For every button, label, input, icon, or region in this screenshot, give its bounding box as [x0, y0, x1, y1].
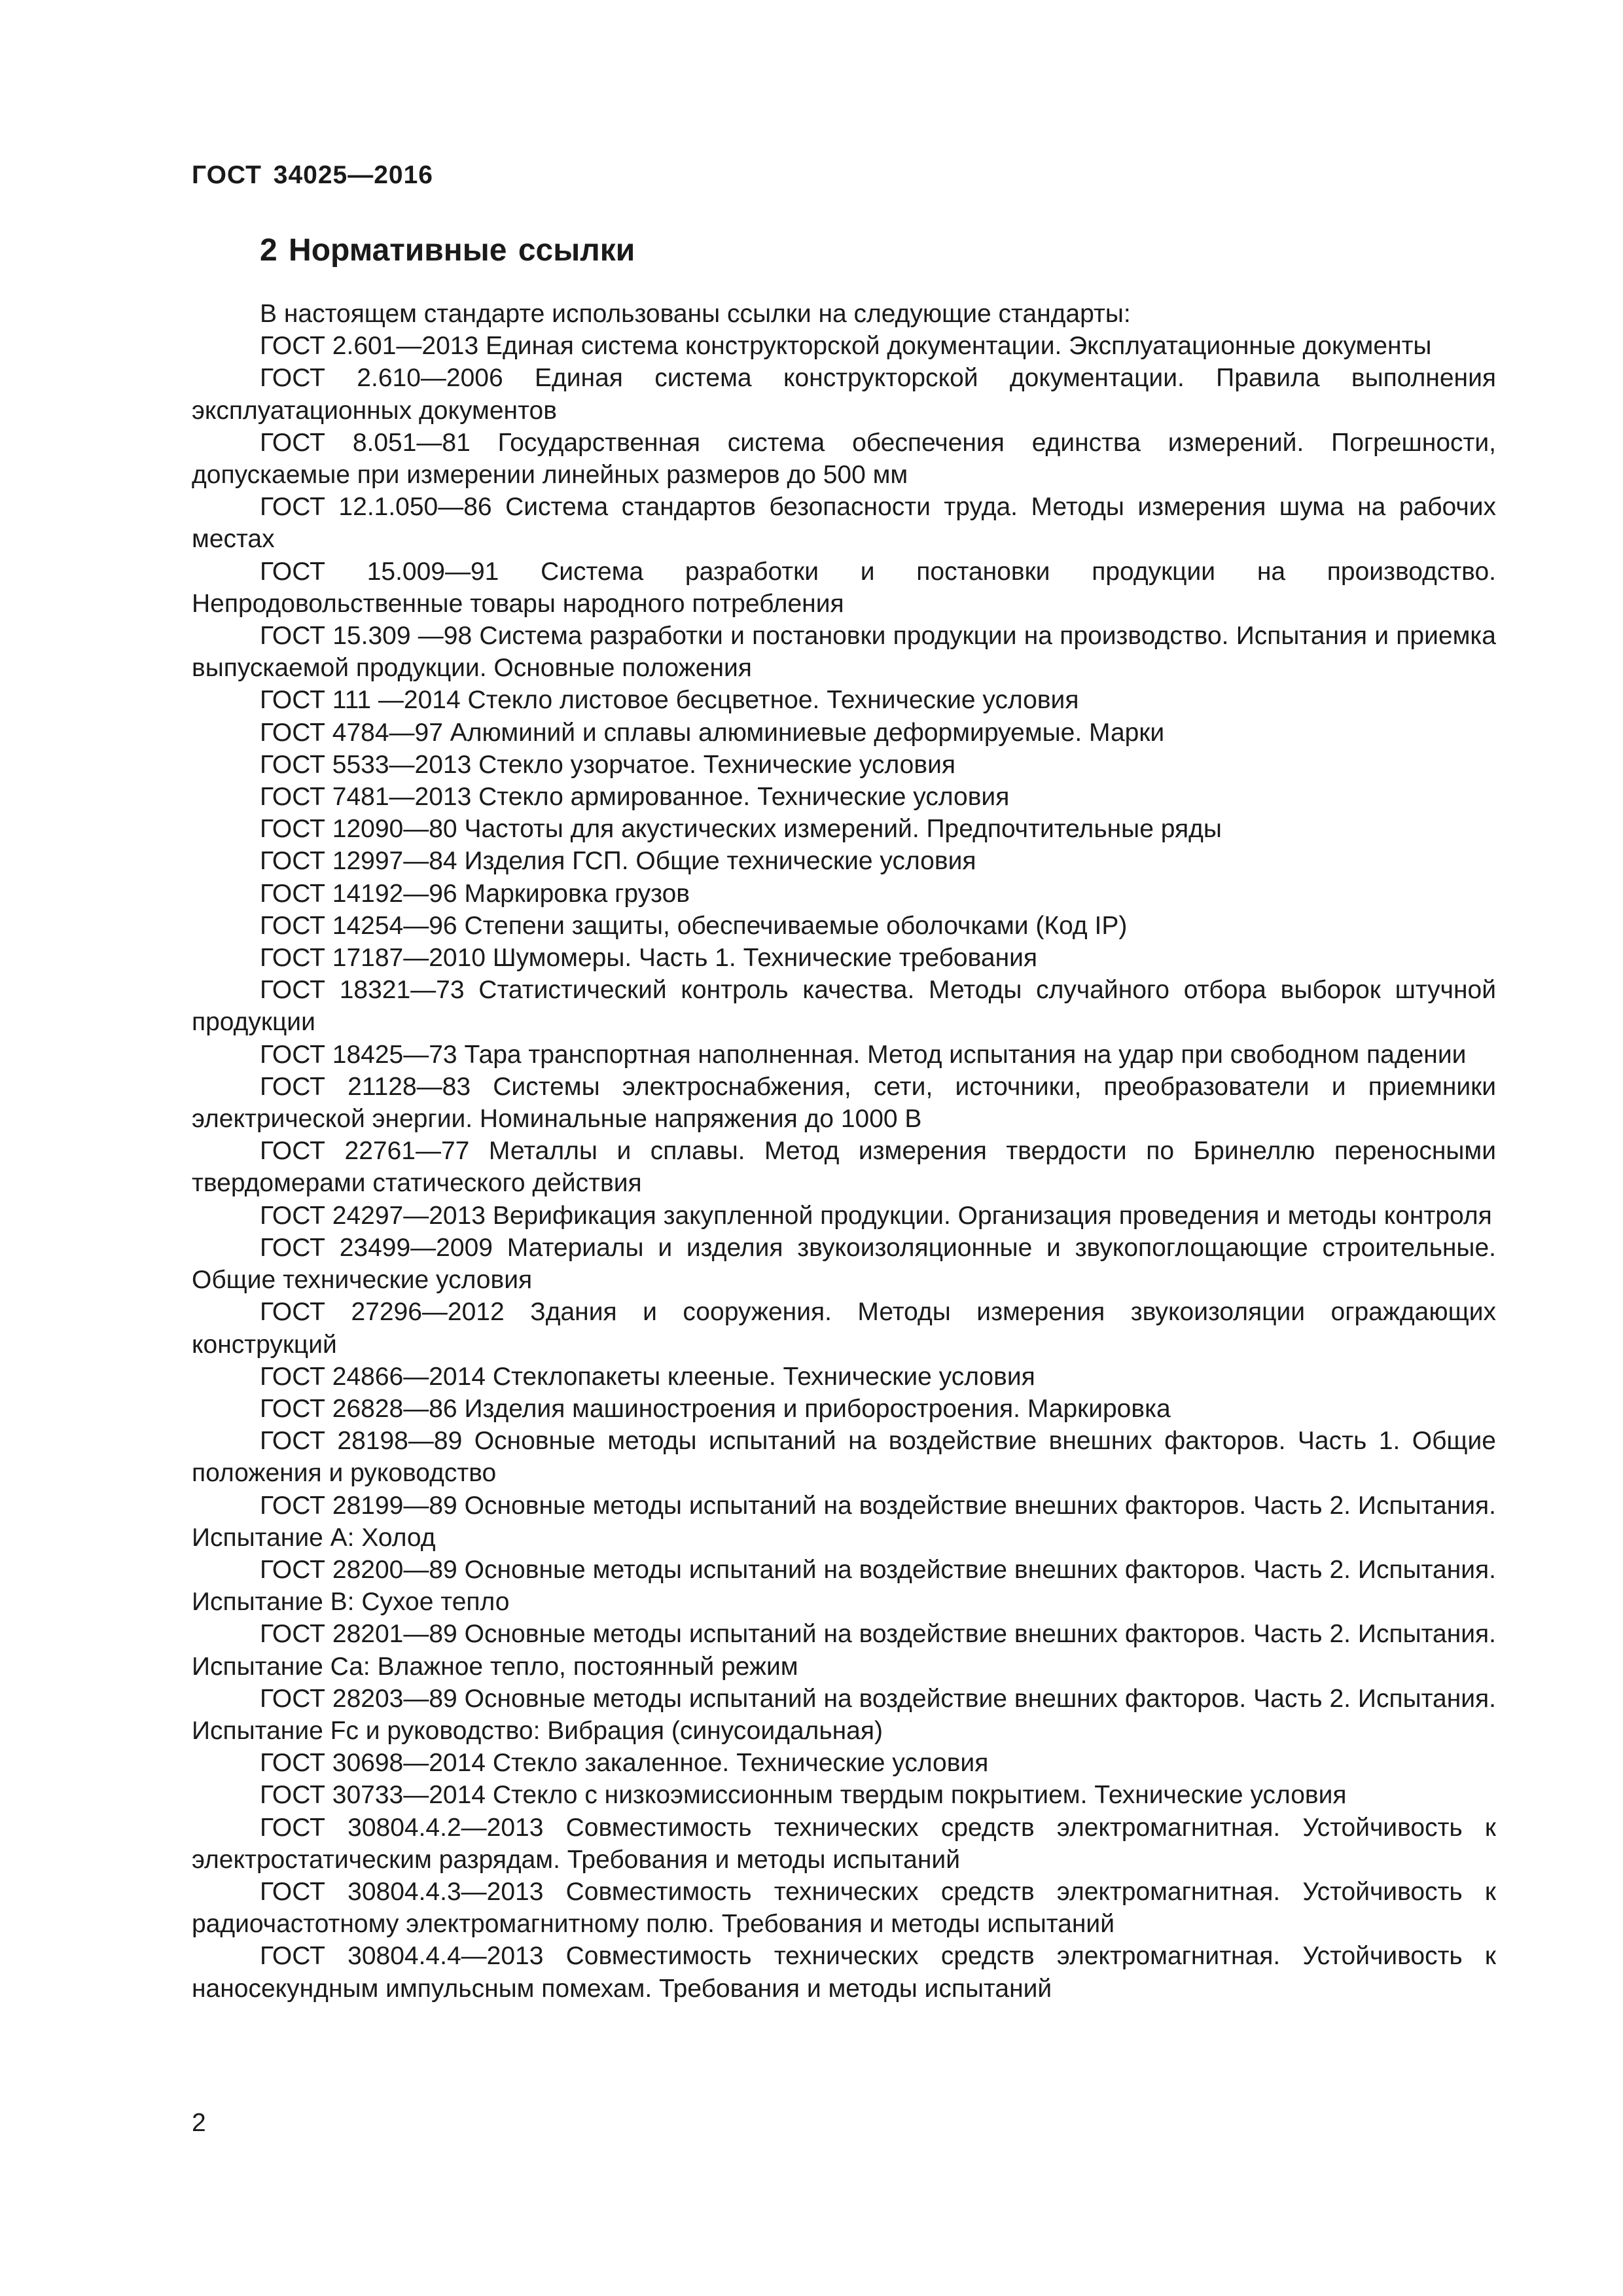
section-title: 2 Нормативные ссылки: [260, 233, 635, 268]
reference-item: ГОСТ 4784—97 Алюминий и сплавы алюминиевые деформируемые. Марки: [260, 718, 1165, 747]
intro-paragraph: В настоящем стандарте использованы ссылки на следующие стандарты:: [260, 300, 1131, 328]
reference-item: ГОСТ 2.610—2006 Единая система конструкторской документации. Правила выполнения эксплуатационных документов: [192, 364, 1496, 425]
reference-item: ГОСТ 24297—2013 Верификация закупленной продукции. Организация проведения и методы контроля: [260, 1201, 1492, 1230]
section-body: [192, 298, 1496, 2005]
reference-item: ГОСТ 30698—2014 Стекло закаленное. Технические условия: [260, 1749, 989, 1778]
reference-item: ГОСТ 15.309 —98 Система разработки и постановки продукции на производство. Испытания и приемка выпускаемой продукции. Основные положения: [192, 622, 1496, 683]
document-header: ГОСТ 34025—2016: [192, 161, 433, 189]
reference-item: ГОСТ 28198—89 Основные методы испытаний на воздействие внешних факторов. Часть 1. Общие положения и руководство: [192, 1427, 1496, 1488]
reference-item: ГОСТ 28200—89 Основные методы испытаний на воздействие внешних факторов. Часть 2. Испытания. Испытание В: Сухое тепло: [192, 1555, 1496, 1617]
reference-item: ГОСТ 28203—89 Основные методы испытаний на воздействие внешних факторов. Часть 2. Испытания. Испытание Fc и руководство: Вибрация (синусоидальная): [192, 1684, 1496, 1745]
reference-item: ГОСТ 17187—2010 Шумомеры. Часть 1. Технические требования: [260, 944, 1038, 973]
reference-item: ГОСТ 28201—89 Основные методы испытаний на воздействие внешних факторов. Часть 2. Испытания. Испытание Са: Влажное тепло, постоянный режим: [192, 1620, 1496, 1681]
reference-item: ГОСТ 30733—2014 Стекло с низкоэмиссионным твердым покрытием. Технические условия: [260, 1781, 1347, 1810]
reference-item: ГОСТ 30804.4.3—2013 Совместимость технических средств электромагнитная. Устойчивость к радиочастотному электромагнитному полю. Требования и методы испытаний: [192, 1877, 1496, 1939]
reference-item: ГОСТ 12997—84 Изделия ГСП. Общие технические условия: [260, 847, 976, 876]
reference-item: ГОСТ 30804.4.2—2013 Совместимость технических средств электромагнитная. Устойчивость к электростатическим разрядам. Требования и методы испытаний: [192, 1813, 1496, 1874]
reference-item: ГОСТ 28199—89 Основные методы испытаний на воздействие внешних факторов. Часть 2. Испытания. Испытание А: Холод: [192, 1491, 1496, 1552]
reference-item: ГОСТ 22761—77 Металлы и сплавы. Метод измерения твердости по Бринеллю переносными твердомерами статического действия: [192, 1137, 1496, 1198]
reference-item: ГОСТ 14254—96 Степени защиты, обеспечиваемые оболочками (Код IP): [260, 911, 1128, 940]
reference-item: ГОСТ 7481—2013 Стекло армированное. Технические условия: [260, 783, 1010, 812]
reference-item: ГОСТ 18425—73 Тара транспортная наполненная. Метод испытания на удар при свободном падении: [260, 1040, 1467, 1069]
reference-item: ГОСТ 111 —2014 Стекло листовое бесцветное. Технические условия: [260, 686, 1079, 715]
reference-item: ГОСТ 21128—83 Системы электроснабжения, сети, источники, преобразователи и приемники электрической энергии. Номинальные напряжения до 1000 В: [192, 1072, 1496, 1134]
reference-item: ГОСТ 2.601—2013 Единая система конструкторской документации. Эксплуатационные документы: [260, 332, 1432, 361]
reference-item: ГОСТ 24866—2014 Стеклопакеты клееные. Технические условия: [260, 1362, 1035, 1391]
reference-item: ГОСТ 30804.4.4—2013 Совместимость технических средств электромагнитная. Устойчивость к наносекундным импульсным помехам. Требования и методы испытаний: [192, 1942, 1496, 2003]
reference-item: ГОСТ 14192—96 Маркировка грузов: [260, 879, 690, 908]
reference-item: ГОСТ 5533—2013 Стекло узорчатое. Технические условия: [260, 750, 955, 779]
reference-item: ГОСТ 23499—2009 Материалы и изделия звукоизоляционные и звукопоглощающие строительные. Общие технические условия: [192, 1233, 1496, 1295]
reference-item: ГОСТ 12.1.050—86 Система стандартов безопасности труда. Методы измерения шума на рабочих местах: [192, 493, 1496, 554]
reference-item: ГОСТ 27296—2012 Здания и сооружения. Методы измерения звукоизоляции ограждающих конструкций: [192, 1298, 1496, 1359]
reference-item: ГОСТ 8.051—81 Государственная система обеспечения единства измерений. Погрешности, допускаемые при измерении линейных размеров до 500 мм: [192, 428, 1496, 490]
reference-item: ГОСТ 15.009—91 Система разработки и постановки продукции на производство. Непродовольственные товары народного потребления: [192, 557, 1496, 618]
reference-item: ГОСТ 18321—73 Статистический контроль качества. Методы случайного отбора выборок штучной продукции: [192, 976, 1496, 1037]
reference-item: ГОСТ 12090—80 Частоты для акустических измерений. Предпочтительные ряды: [260, 815, 1222, 844]
page-number: 2: [192, 2109, 206, 2137]
reference-item: ГОСТ 26828—86 Изделия машиностроения и приборостроения. Маркировка: [260, 1394, 1171, 1423]
